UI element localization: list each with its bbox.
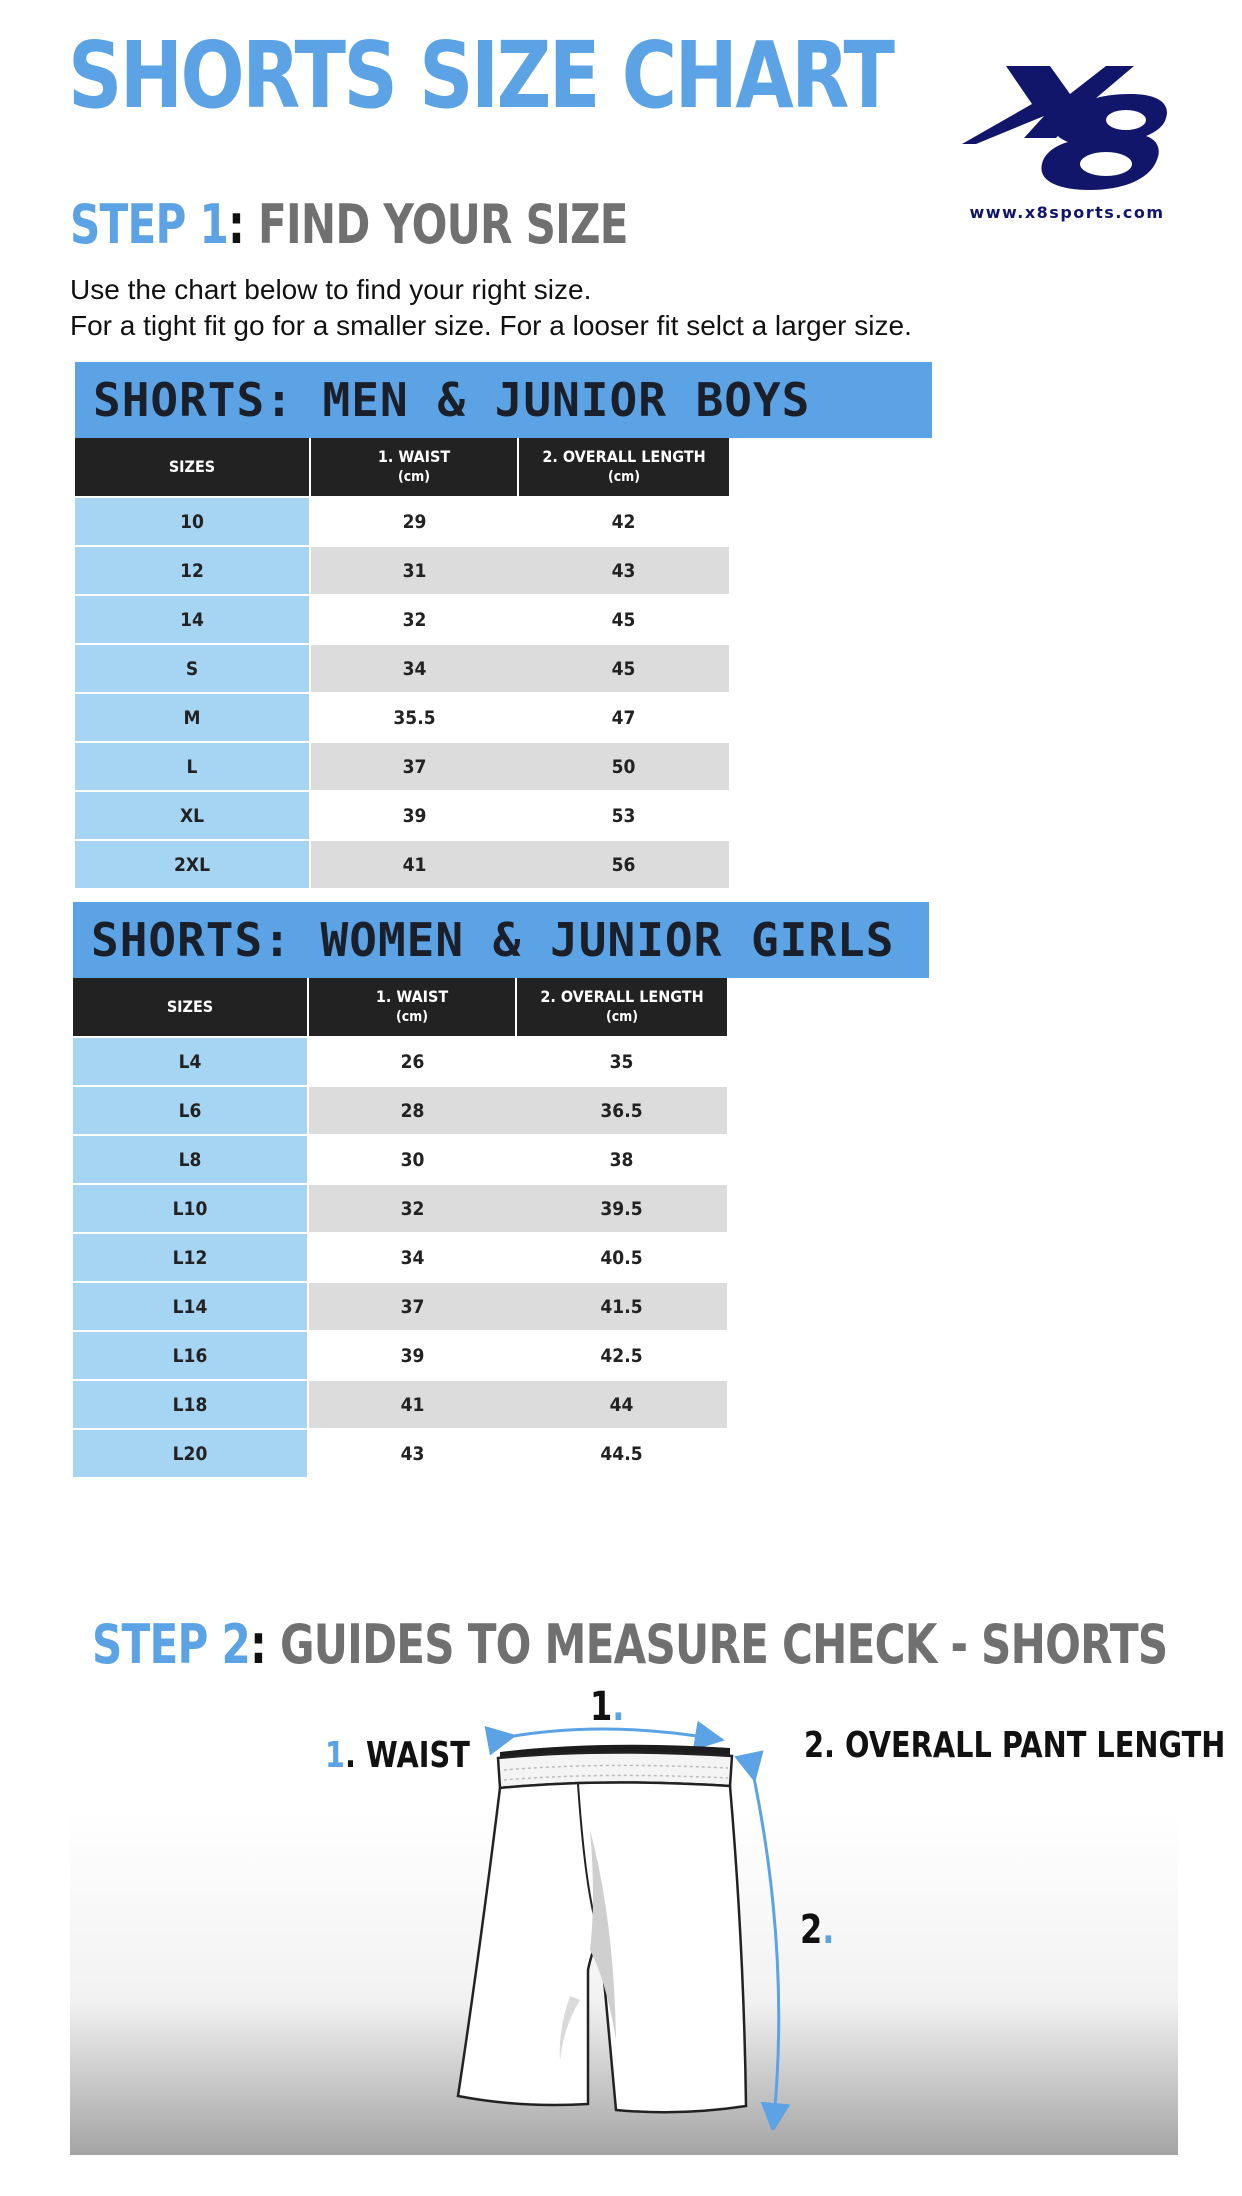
table-row bbox=[73, 1233, 727, 1282]
table-row bbox=[75, 497, 729, 546]
length-cell: 44 bbox=[516, 1380, 727, 1429]
length-cell: 43 bbox=[518, 546, 729, 595]
marker-1-number: 1 bbox=[590, 1684, 613, 1730]
length-cell: 50 bbox=[518, 742, 729, 791]
step2-colon: : bbox=[250, 1613, 267, 1676]
waist-cell: 34 bbox=[310, 644, 518, 693]
length-arrow bbox=[752, 1768, 779, 2118]
men-size-table bbox=[75, 438, 729, 888]
col-sizes: SIZES bbox=[73, 978, 308, 1037]
length-cell: 42.5 bbox=[516, 1331, 727, 1380]
waist-cell: 32 bbox=[310, 595, 518, 644]
length-cell: 47 bbox=[518, 693, 729, 742]
waist-arrow bbox=[502, 1729, 710, 1738]
waist-cell: 28 bbox=[308, 1086, 516, 1135]
table-row bbox=[75, 546, 729, 595]
length-cell: 40.5 bbox=[516, 1233, 727, 1282]
table-row bbox=[75, 840, 729, 888]
step1-prefix: STEP 1 bbox=[70, 193, 229, 256]
size-cell: M bbox=[75, 693, 310, 742]
shorts-diagram bbox=[440, 1700, 800, 2130]
waist-cell: 29 bbox=[310, 497, 518, 546]
length-cell: 42 bbox=[518, 497, 729, 546]
table-row bbox=[75, 595, 729, 644]
women-size-table bbox=[73, 978, 727, 1477]
table-row bbox=[73, 1282, 727, 1331]
length-cell: 53 bbox=[518, 791, 729, 840]
waist-cell: 39 bbox=[308, 1331, 516, 1380]
length-cell: 41.5 bbox=[516, 1282, 727, 1331]
length-cell: 45 bbox=[518, 644, 729, 693]
marker-2 bbox=[800, 1907, 835, 1953]
men-banner bbox=[75, 362, 932, 438]
step1-text: FIND YOUR SIZE bbox=[244, 193, 628, 256]
size-cell: L12 bbox=[73, 1233, 308, 1282]
length-cell: 45 bbox=[518, 595, 729, 644]
size-cell: 12 bbox=[75, 546, 310, 595]
length-cell: 44.5 bbox=[516, 1429, 727, 1477]
step2-prefix: STEP 2 bbox=[92, 1613, 251, 1676]
intro-line-1: Use the chart below to find your right size. bbox=[70, 274, 592, 305]
col-waist: 1. WAIST (cm) bbox=[310, 438, 518, 497]
intro-line-2: For a tight fit go for a smaller size. For a looser fit selct a larger size. bbox=[70, 310, 912, 341]
col-waist: 1. WAIST (cm) bbox=[308, 978, 516, 1037]
table-row bbox=[73, 1135, 727, 1184]
step1-colon: : bbox=[228, 193, 245, 256]
waist-cell: 26 bbox=[308, 1037, 516, 1086]
table-row bbox=[75, 644, 729, 693]
step2-heading bbox=[92, 1613, 1168, 1676]
size-cell: L20 bbox=[73, 1429, 308, 1477]
table-row bbox=[73, 1429, 727, 1477]
men-header-row bbox=[75, 438, 729, 497]
step1-heading bbox=[70, 193, 628, 256]
waist-label-text: . WAIST bbox=[345, 1735, 470, 1776]
waist-cell: 37 bbox=[310, 742, 518, 791]
length-label-text: 2. OVERALL PANT LENGTH bbox=[804, 1725, 1226, 1766]
women-banner-text: SHORTS: WOMEN & JUNIOR GIRLS bbox=[91, 913, 895, 967]
waist-cell: 41 bbox=[310, 840, 518, 888]
col-length: 2. OVERALL LENGTH (cm) bbox=[516, 978, 727, 1037]
table-row bbox=[73, 1331, 727, 1380]
length-cell: 39.5 bbox=[516, 1184, 727, 1233]
step2-text: GUIDES TO MEASURE CHECK - SHORTS bbox=[266, 1613, 1168, 1676]
table-row bbox=[73, 1086, 727, 1135]
table-row bbox=[73, 1380, 727, 1429]
size-cell: L4 bbox=[73, 1037, 308, 1086]
size-cell: 10 bbox=[75, 497, 310, 546]
waist-cell: 30 bbox=[308, 1135, 516, 1184]
length-cell: 36.5 bbox=[516, 1086, 727, 1135]
length-cell: 56 bbox=[518, 840, 729, 888]
length-cell: 38 bbox=[516, 1135, 727, 1184]
size-cell: L10 bbox=[73, 1184, 308, 1233]
marker-2-number: 2 bbox=[800, 1907, 823, 1953]
size-cell: L bbox=[75, 742, 310, 791]
size-cell: XL bbox=[75, 791, 310, 840]
waist-cell: 32 bbox=[308, 1184, 516, 1233]
table-row bbox=[73, 1184, 727, 1233]
logo-url[interactable]: www.x8sports.com bbox=[969, 203, 1165, 222]
waist-label-number: 1 bbox=[325, 1735, 346, 1776]
marker-2-dot: . bbox=[822, 1907, 835, 1953]
intro-text bbox=[70, 272, 912, 344]
length-cell: 35 bbox=[516, 1037, 727, 1086]
table-row bbox=[75, 742, 729, 791]
women-banner bbox=[73, 902, 929, 978]
size-cell: L14 bbox=[73, 1282, 308, 1331]
waist-cell: 39 bbox=[310, 791, 518, 840]
table-row bbox=[73, 1037, 727, 1086]
table-row bbox=[75, 693, 729, 742]
waist-cell: 35.5 bbox=[310, 693, 518, 742]
marker-1-dot: . bbox=[612, 1684, 625, 1730]
waist-cell: 37 bbox=[308, 1282, 516, 1331]
size-cell: L8 bbox=[73, 1135, 308, 1184]
page-title: SHORTS SIZE CHART bbox=[68, 22, 893, 129]
col-length: 2. OVERALL LENGTH (cm) bbox=[518, 438, 729, 497]
men-banner-text: SHORTS: MEN & JUNIOR BOYS bbox=[93, 373, 811, 427]
waist-cell: 31 bbox=[310, 546, 518, 595]
size-cell: L18 bbox=[73, 1380, 308, 1429]
col-sizes: SIZES bbox=[75, 438, 310, 497]
length-label bbox=[804, 1725, 1226, 1766]
size-cell: 14 bbox=[75, 595, 310, 644]
size-cell: 2XL bbox=[75, 840, 310, 888]
size-cell: S bbox=[75, 644, 310, 693]
table-row bbox=[75, 791, 729, 840]
waist-cell: 43 bbox=[308, 1429, 516, 1477]
x8-logo bbox=[958, 58, 1178, 198]
waist-cell: 41 bbox=[308, 1380, 516, 1429]
size-cell: L6 bbox=[73, 1086, 308, 1135]
waist-cell: 34 bbox=[308, 1233, 516, 1282]
women-header-row bbox=[73, 978, 727, 1037]
size-cell: L16 bbox=[73, 1331, 308, 1380]
x8-logo-icon bbox=[958, 58, 1178, 198]
